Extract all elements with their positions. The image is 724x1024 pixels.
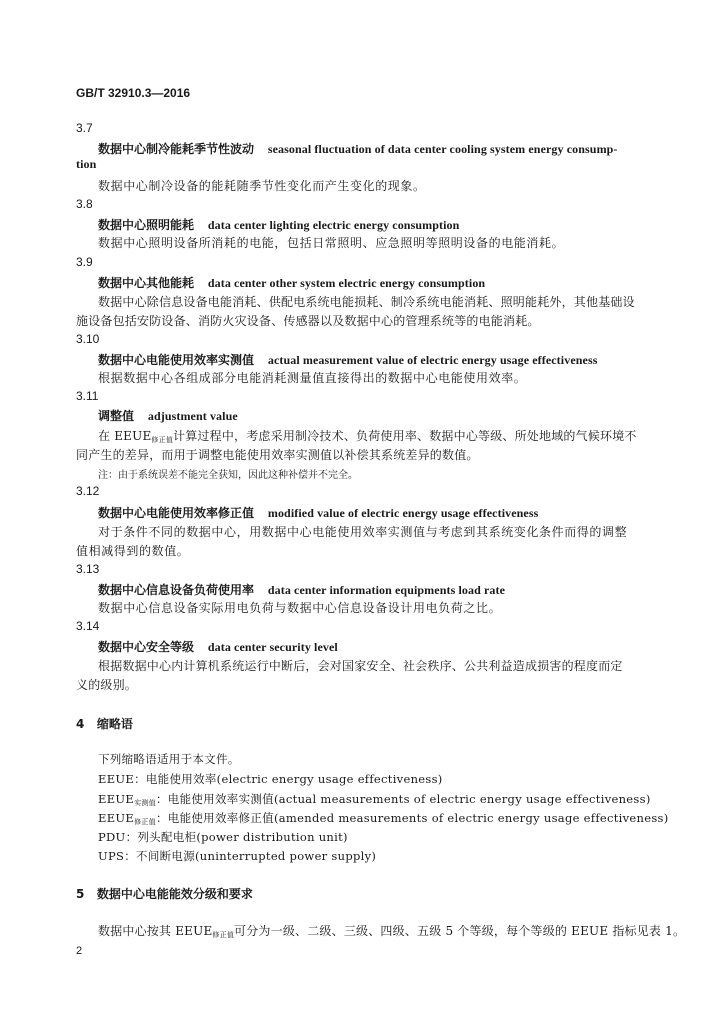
term-en: data center security level xyxy=(207,640,338,654)
section-5-paragraph: 数据中心按其 $EEUE_{修正值}$可分为一级、二级、三级、四级、五级 5 个等级，每个等级的 EEUE 指标见表 1。 xyxy=(98,924,686,939)
section-4-intro: 下列缩略语适用于本文件。 xyxy=(98,752,240,766)
term-en: modified value of electric energy usage effectiveness xyxy=(267,506,539,520)
standard-header: GB/T 32910.3—2016 xyxy=(76,86,191,100)
abbreviation-item: PDU：列头配电柜(power distribution unit) xyxy=(98,830,348,844)
term-heading xyxy=(98,274,485,291)
abbreviation-item: UPS：不间断电源(uninterrupted power supply) xyxy=(98,849,377,863)
clause-number: 3.10 xyxy=(76,332,100,346)
definition: 数据中心制冷设备的能耗随季节性变化而产生变化的现象。 xyxy=(98,179,426,193)
definition: 同产生的差异，而用于调整电能使用效率实测值以补偿其系统差异的数值。 xyxy=(76,448,479,462)
section-4-title: 4 缩略语 xyxy=(76,717,133,731)
abbreviation-item: EEUE：电能使用效率(electric energy usage effectiveness) xyxy=(98,772,443,786)
definition: 对于条件不同的数据中心，用数据中心电能使用效率实测值与考虑到其系统变化条件而得的调整 xyxy=(98,525,628,539)
definition: 值相减得到的数值。 xyxy=(76,544,190,558)
term-en-cont: tion xyxy=(76,157,97,171)
term-zh: 数据中心制冷能耗季节性波动 xyxy=(98,142,255,156)
clause-number: 3.13 xyxy=(76,562,100,576)
clause-number: 3.7 xyxy=(76,121,93,135)
clause-number: 3.11 xyxy=(76,389,99,403)
term-zh: 数据中心其他能耗 xyxy=(98,276,195,290)
clause-number: 3.8 xyxy=(76,197,93,211)
term-heading xyxy=(98,638,338,655)
definition: 在 $EEUE_{修正值}$计算过程中，考虑采用制冷技术、负荷使用率、数据中心等级、所处地域的气候环境不 xyxy=(98,429,637,444)
term-zh: 数据中心安全等级 xyxy=(98,640,195,654)
definition: 数据中心照明设备所消耗的电能，包括日常照明、应急照明等照明设备的电能消耗。 xyxy=(98,236,565,250)
term-heading xyxy=(98,140,618,157)
clause-number: 3.12 xyxy=(76,484,100,498)
term-en: seasonal fluctuation of data center cooling system energy consump- xyxy=(267,142,618,156)
term-zh: 数据中心电能使用效率修正值 xyxy=(98,506,255,520)
definition: 根据数据中心各组成部分电能消耗测量值直接得出的数据中心电能使用效率。 xyxy=(98,371,527,385)
term-heading xyxy=(98,407,238,424)
term-en: adjustment value xyxy=(147,409,238,423)
term-en: actual measurement value of electric energy usage effectiveness xyxy=(267,353,598,367)
term-zh: 数据中心电能使用效率实测值 xyxy=(98,353,255,367)
term-en: data center other system electric energy consumption xyxy=(207,276,486,290)
term-heading xyxy=(98,504,538,521)
term-zh: 数据中心照明能耗 xyxy=(98,218,195,232)
abbreviation-item: $EEUE_{实测值}$：电能使用效率实测值(actual measurements of electric energy usage effectiveness) xyxy=(98,792,651,807)
clause-number: 3.14 xyxy=(76,619,100,633)
definition: 数据中心除信息设备电能消耗、供配电系统电能损耗、制冷系统电能消耗、照明能耗外，其他基础设 xyxy=(98,295,635,309)
clause-number: 3.9 xyxy=(76,255,93,269)
definition: 义的级别。 xyxy=(76,678,138,692)
term-en: data center lighting electric energy consumption xyxy=(207,218,460,232)
definition: 施设备包括安防设备、消防火灾设备、传感器以及数据中心的管理系统等的电能消耗。 xyxy=(76,314,540,328)
term-heading xyxy=(98,581,505,598)
term-zh: 调整值 xyxy=(98,409,135,423)
note: 注：由于系统误差不能完全获知，因此这种补偿并不完全。 xyxy=(98,470,358,481)
definition: 数据中心信息设备实际用电负荷与数据中心信息设备设计用电负荷之比。 xyxy=(98,601,502,615)
abbreviation-item: $EEUE_{修正值}$：电能使用效率修正值(amended measurements of electric energy usage effectiveness) xyxy=(98,811,669,826)
term-zh: 数据中心信息设备负荷使用率 xyxy=(98,583,255,597)
term-heading xyxy=(98,351,597,368)
page-number: 2 xyxy=(76,945,83,957)
term-en: data center information equipments load rate xyxy=(267,583,506,597)
term-heading xyxy=(98,216,459,233)
definition: 根据数据中心内计算机系统运行中断后，会对国家安全、社会秩序、公共利益造成损害的程度而定 xyxy=(98,659,623,673)
section-5-title: 5 数据中心电能能效分级和要求 xyxy=(76,887,253,901)
